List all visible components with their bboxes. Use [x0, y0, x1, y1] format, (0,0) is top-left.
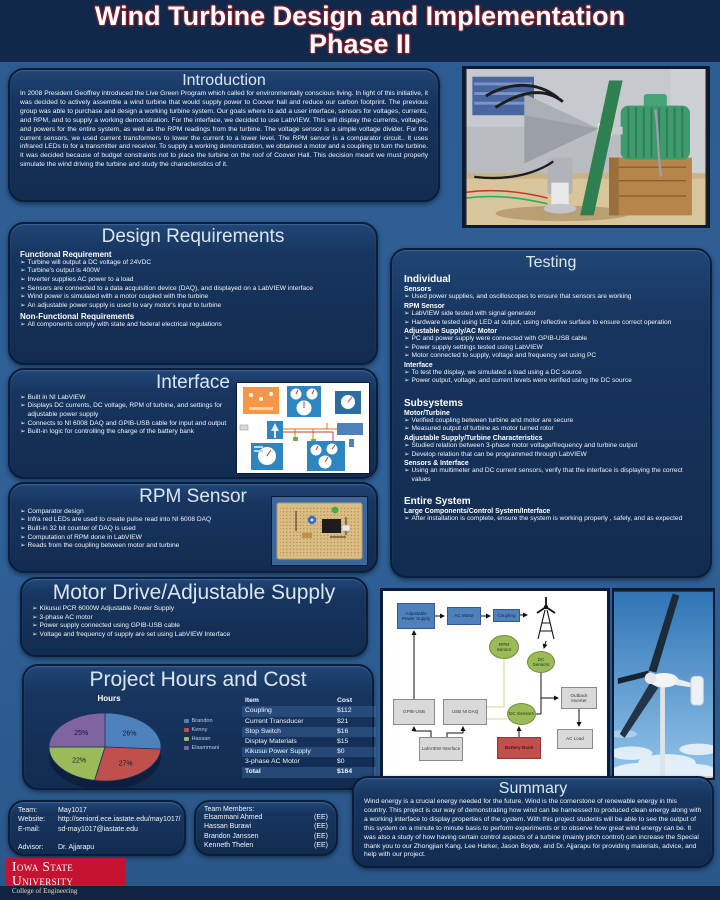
bullet-item: ➢ Develop relation that can be programmed through LabVIEW — [404, 450, 587, 458]
bullet-item: ➢ Infra red LEDs are used to create pulse read into NI 6008 DAQ — [20, 516, 212, 524]
legend-item: Elsammani — [184, 745, 242, 751]
diagram-node: LabVIEW Interface — [419, 737, 463, 761]
bullet-item: ➢ To test the display, we simulated a load using a DC source — [404, 368, 582, 376]
bullet-item: ➢ Displays DC currents, DC voltage, RPM of turbine, and settings for adjustable power supply — [20, 402, 223, 418]
diagram-node: Battery Bank — [497, 737, 541, 759]
bullet-item: ➢ All components comply with state and federal electrical regulations — [20, 321, 222, 329]
bullet-item: ➢ Wind power is simulated with a motor coupled with the turbine — [20, 293, 209, 301]
bullet-item: ➢ Verified coupling between turbine and motor are secure — [404, 416, 574, 424]
wind-turbine-photo — [612, 588, 715, 780]
interface-heading: Interface — [156, 372, 230, 393]
testing-subheading: Large Components/Control System/Interface — [404, 508, 551, 516]
testing-subheading: Interface — [404, 361, 433, 369]
bullet-item: ➢ 3-phase AC motor — [32, 613, 93, 621]
motor-drive-heading: Motor Drive/Adjustable Supply — [52, 581, 336, 604]
introduction-section — [8, 68, 440, 202]
bullet-item: ➢ Voltage and frequency of supply are set using LabVIEW Interface — [32, 630, 231, 638]
diagram-node: DC Sensors — [527, 651, 555, 673]
diagram-node: DC Sensors — [507, 703, 536, 725]
design-requirements-section — [8, 222, 378, 365]
bullet-item: ➢ Power supply connected using GPIB-USB cable — [32, 622, 180, 630]
bullet-item: ➢ Computation of RPM done in LabVIEW — [20, 533, 142, 541]
bullet-item: ➢ Built-in 32 bit counter of DAQ is used — [20, 524, 136, 532]
team-members-box — [194, 800, 338, 856]
legend-swatch — [184, 728, 189, 733]
bullet-item: ➢ Using an multimeter and DC current sensors, verify that the interface is displaying the correct values — [404, 467, 683, 483]
team-member-row: Elsammani Ahmed (EE) — [204, 814, 328, 821]
diagram-node: Outback Inverter — [561, 687, 597, 709]
poster-title-line1: Wind Turbine Design and Implementation — [94, 1, 626, 31]
cost-table-row: Stop Switch $16 — [242, 727, 376, 737]
diagram-node: Adjustable Power Supply — [397, 603, 435, 629]
diagram-node: AC Load — [557, 729, 593, 749]
testing-subheading: Sensors — [404, 286, 432, 294]
team-info-row: Website: http://seniord.ece.iastate.edu/may1017/ — [18, 816, 181, 824]
design-requirements-heading: Design Requirements — [101, 226, 285, 247]
bullet-item: ➢ Turbine will output a DC voltage of 24VDC — [20, 258, 152, 266]
summary-section — [352, 776, 714, 868]
diagram-node: GPIB-USB — [393, 699, 435, 725]
pie-slice-label: 25% — [74, 730, 89, 738]
interface-list — [20, 394, 242, 437]
summary-body: Wind energy is a crucial energy needed for the future. Wind is the cornerstone of renewable energy in this country. This project is our way of demonstrating how wind can be harnessed to produced clean energy along with a working interface to display properties of the system. With this project students will be able to see the output of this system on a minute to minute basis to perform experiments or to observe how great wind energy can be. It was also a study of how having certain control aspects of a turbine (mainly pitch control) can increase the Special thank you to our Zhongjian Kang, Lee Harker, Jason Boyde, and Dr. Ajjarapu for providing materials, advice, and help with our project. — [364, 798, 702, 859]
diagram-node: Coupling — [493, 609, 520, 622]
team-info-row: Advisor: Dr. Ajjarapu — [18, 844, 95, 852]
pie-chart-legend — [184, 692, 242, 754]
bullet-item: ➢ Motor connected to supply, voltage and frequency set using PC — [404, 352, 597, 360]
diagram-node: USB NI DAQ — [443, 699, 487, 725]
poster-title — [0, 2, 720, 59]
iowa-state-logo — [6, 858, 126, 896]
bullet-item: ➢ An adjustable power supply is used to vary motor's input to turbine — [20, 301, 222, 309]
nonfunctional-requirement-list — [20, 321, 366, 330]
bullet-item: ➢ LabVIEW side tested with signal generator — [404, 309, 536, 317]
bullet-item: ➢ Kikusui PCR 6000W Adjustable Power Supply — [32, 605, 175, 613]
spacer — [18, 834, 176, 843]
diagram-node: RPM Sensor — [489, 635, 519, 659]
pie-chart-title: Hours — [97, 694, 121, 704]
rpm-sensor-list — [20, 508, 264, 551]
testing-subheading: Motor/Turbine — [404, 409, 450, 417]
legend-item: Brandon — [184, 718, 242, 724]
cost-table — [242, 696, 376, 778]
bullet-item: ➢ After installation is complete, ensure the system is working properly , safely, and as expected — [404, 515, 683, 523]
testing-subheading: RPM Sensor — [404, 302, 445, 310]
testing-subheading: Sensors & Interface — [404, 460, 469, 468]
nonfunctional-requirement-label: Non-Functional Requirements — [20, 312, 135, 322]
cost-table-row: Coupling $112 — [242, 706, 376, 716]
introduction-heading: Introduction — [182, 72, 266, 89]
team-info-rows — [18, 806, 181, 853]
pie-slice-label: 27% — [118, 760, 133, 768]
team-info-row: E-mail: sd-may1017@iastate.edu — [18, 825, 138, 833]
bullet-item: ➢ Inverter supplies AC power to a load — [20, 275, 134, 283]
rpm-sensor-heading: RPM Sensor — [139, 486, 247, 507]
bullet-item: ➢ Power supply settings tested using LabVIEW — [404, 343, 543, 351]
pie-slice-label: 26% — [122, 730, 137, 738]
motor-drive-list — [32, 605, 356, 639]
cost-table-row: Kikusui Power Supply $0 — [242, 747, 376, 757]
bullet-item: ➢ Reads from the coupling between motor and turbine — [20, 542, 180, 550]
team-info-box — [8, 800, 186, 856]
motor-test-rig-photo — [462, 66, 710, 228]
labview-panel-illustration — [237, 383, 369, 473]
legend-swatch — [184, 746, 189, 751]
bullet-item: ➢ Built-in logic for controlling the charge of the battery bank — [20, 428, 194, 436]
wind-turbine-illustration — [614, 590, 713, 778]
team-member-row: Kenneth Thelen (EE) — [204, 842, 328, 850]
cost-table-row: Total $164 — [242, 767, 376, 777]
diagram-node: AC Motor — [447, 607, 481, 625]
bullet-item: ➢ Hardware tested using LED at output, using reflective surface to ensure correct operation — [404, 318, 672, 326]
cost-table-row: Display Materials $15 — [245, 737, 349, 745]
cost-table-row: Current Transducer $21 — [245, 717, 349, 725]
bullet-item: ➢ Built in NI LabVIEW — [20, 393, 86, 401]
rpm-sensor-section — [8, 482, 378, 573]
hours-pie-chart — [34, 692, 184, 804]
testing-subheading: Adjustable Supply/AC Motor — [404, 328, 498, 336]
diagram-canvas — [387, 595, 601, 771]
motor-test-rig-illustration — [465, 69, 707, 225]
motor-drive-section — [20, 577, 368, 657]
pie-chart-canvas — [34, 703, 184, 804]
team-info-row: Team: May1017 — [18, 807, 87, 814]
testing-content — [404, 274, 698, 523]
testing-section — [390, 248, 712, 578]
team-members-heading: Team Members: — [204, 806, 255, 813]
team-members-rows — [204, 813, 328, 851]
legend-item: Hassan — [184, 736, 242, 742]
bullet-item: ➢ Connects to NI 6008 DAQ and GPIB-USB cable for input and output — [20, 419, 227, 427]
team-member-row: Brandon Janssen (EE) — [204, 832, 328, 840]
legend-swatch — [184, 719, 189, 724]
bullet-item: ➢ Measured output of turbine as motor turned rotor — [404, 425, 554, 433]
bullet-item: ➢ Used power supplies, and oscilloscopes to ensure that sensors are working — [404, 293, 632, 301]
bullet-item: ➢ Comparator design — [20, 507, 84, 515]
cost-table-row: 3-phase AC Motor $0 — [245, 758, 345, 766]
testing-subheading: Subsystems — [404, 397, 463, 409]
testing-subheading: Adjustable Supply/Turbine Characteristics — [404, 435, 543, 443]
iowa-state-logo-college: College of Engineering — [12, 887, 78, 896]
testing-heading: Testing — [525, 254, 577, 271]
system-block-diagram — [380, 588, 610, 780]
spacer — [404, 386, 698, 396]
introduction-body: In 2008 President Geoffrey introduced the Live Green Program which called for environmentally conscious living. In light of this initiative, it was decided to actively assemble a wind turbine that would supply power to Coover hall and reduce our carbon footprint. The previous group was able to purchase and design a working turbine system. Our goals where to add a user interface, sensors for voltages, currents, and RPM, and to supply a working demonstration. For the interface, we decided to use LabVIEW. This will display the currents, voltages, and powers for the entire system, as well as the RPM readings from the turbine. The voltage sensor is a simple voltage divider. For the current sensors, we used current transformers to lower the current to a lower level. The RPM sensor is a comparator circuit.. It uses infrared LEDs to for a transmitter and receiver. To supply a working demonstration, we obtained a motor and a coupling to turn the turbine. It was decided because of budget constraints not to place the turbine on the roof of Coover Hall. This decision meant we must properly simulate the wind driving the turbine and study the characteristics of it. — [20, 90, 428, 169]
pie-slice-label: 22% — [72, 757, 87, 765]
poster-title-line2: Phase II — [308, 29, 412, 60]
interface-section — [8, 368, 378, 479]
breadboard-photo — [271, 496, 368, 566]
bullet-item: ➢ Turbine's output is 400W — [20, 267, 101, 275]
labview-interface-screenshot — [236, 382, 370, 474]
legend-item: Kenny — [184, 727, 242, 733]
wind-turbine-icon — [537, 597, 555, 639]
title-band — [0, 0, 720, 62]
bullet-item: ➢ Studied relation between 3-phase motor voltage/frequency and turbine output — [404, 442, 638, 450]
summary-heading: Summary — [498, 780, 568, 797]
functional-requirement-list — [20, 259, 366, 310]
team-member-row: Hassan Burawi (EE) — [204, 823, 328, 831]
testing-subheading: Entire System — [404, 496, 471, 508]
bullet-item: ➢ Sensors are connected to a data acquisition device (DAQ), and displayed on a LabVIEW interface — [20, 284, 314, 292]
functional-requirement-label: Functional Requirement — [20, 249, 112, 259]
iowa-state-logo-name: Iowa State University — [12, 859, 74, 889]
bullet-item: ➢ Power output, voltage, and current levels were verified using the DC source — [404, 377, 632, 385]
project-hours-cost-section — [22, 664, 374, 790]
bullet-item: ➢ PC and power supply were connected with GPIB-USB cable — [404, 335, 588, 343]
spacer — [404, 484, 698, 494]
testing-subheading: Individual — [404, 274, 451, 286]
project-hours-cost-heading: Project Hours and Cost — [89, 668, 307, 691]
cost-table-header: Item Cost — [245, 697, 353, 705]
legend-swatch — [184, 737, 189, 742]
breadboard-illustration — [272, 497, 367, 565]
